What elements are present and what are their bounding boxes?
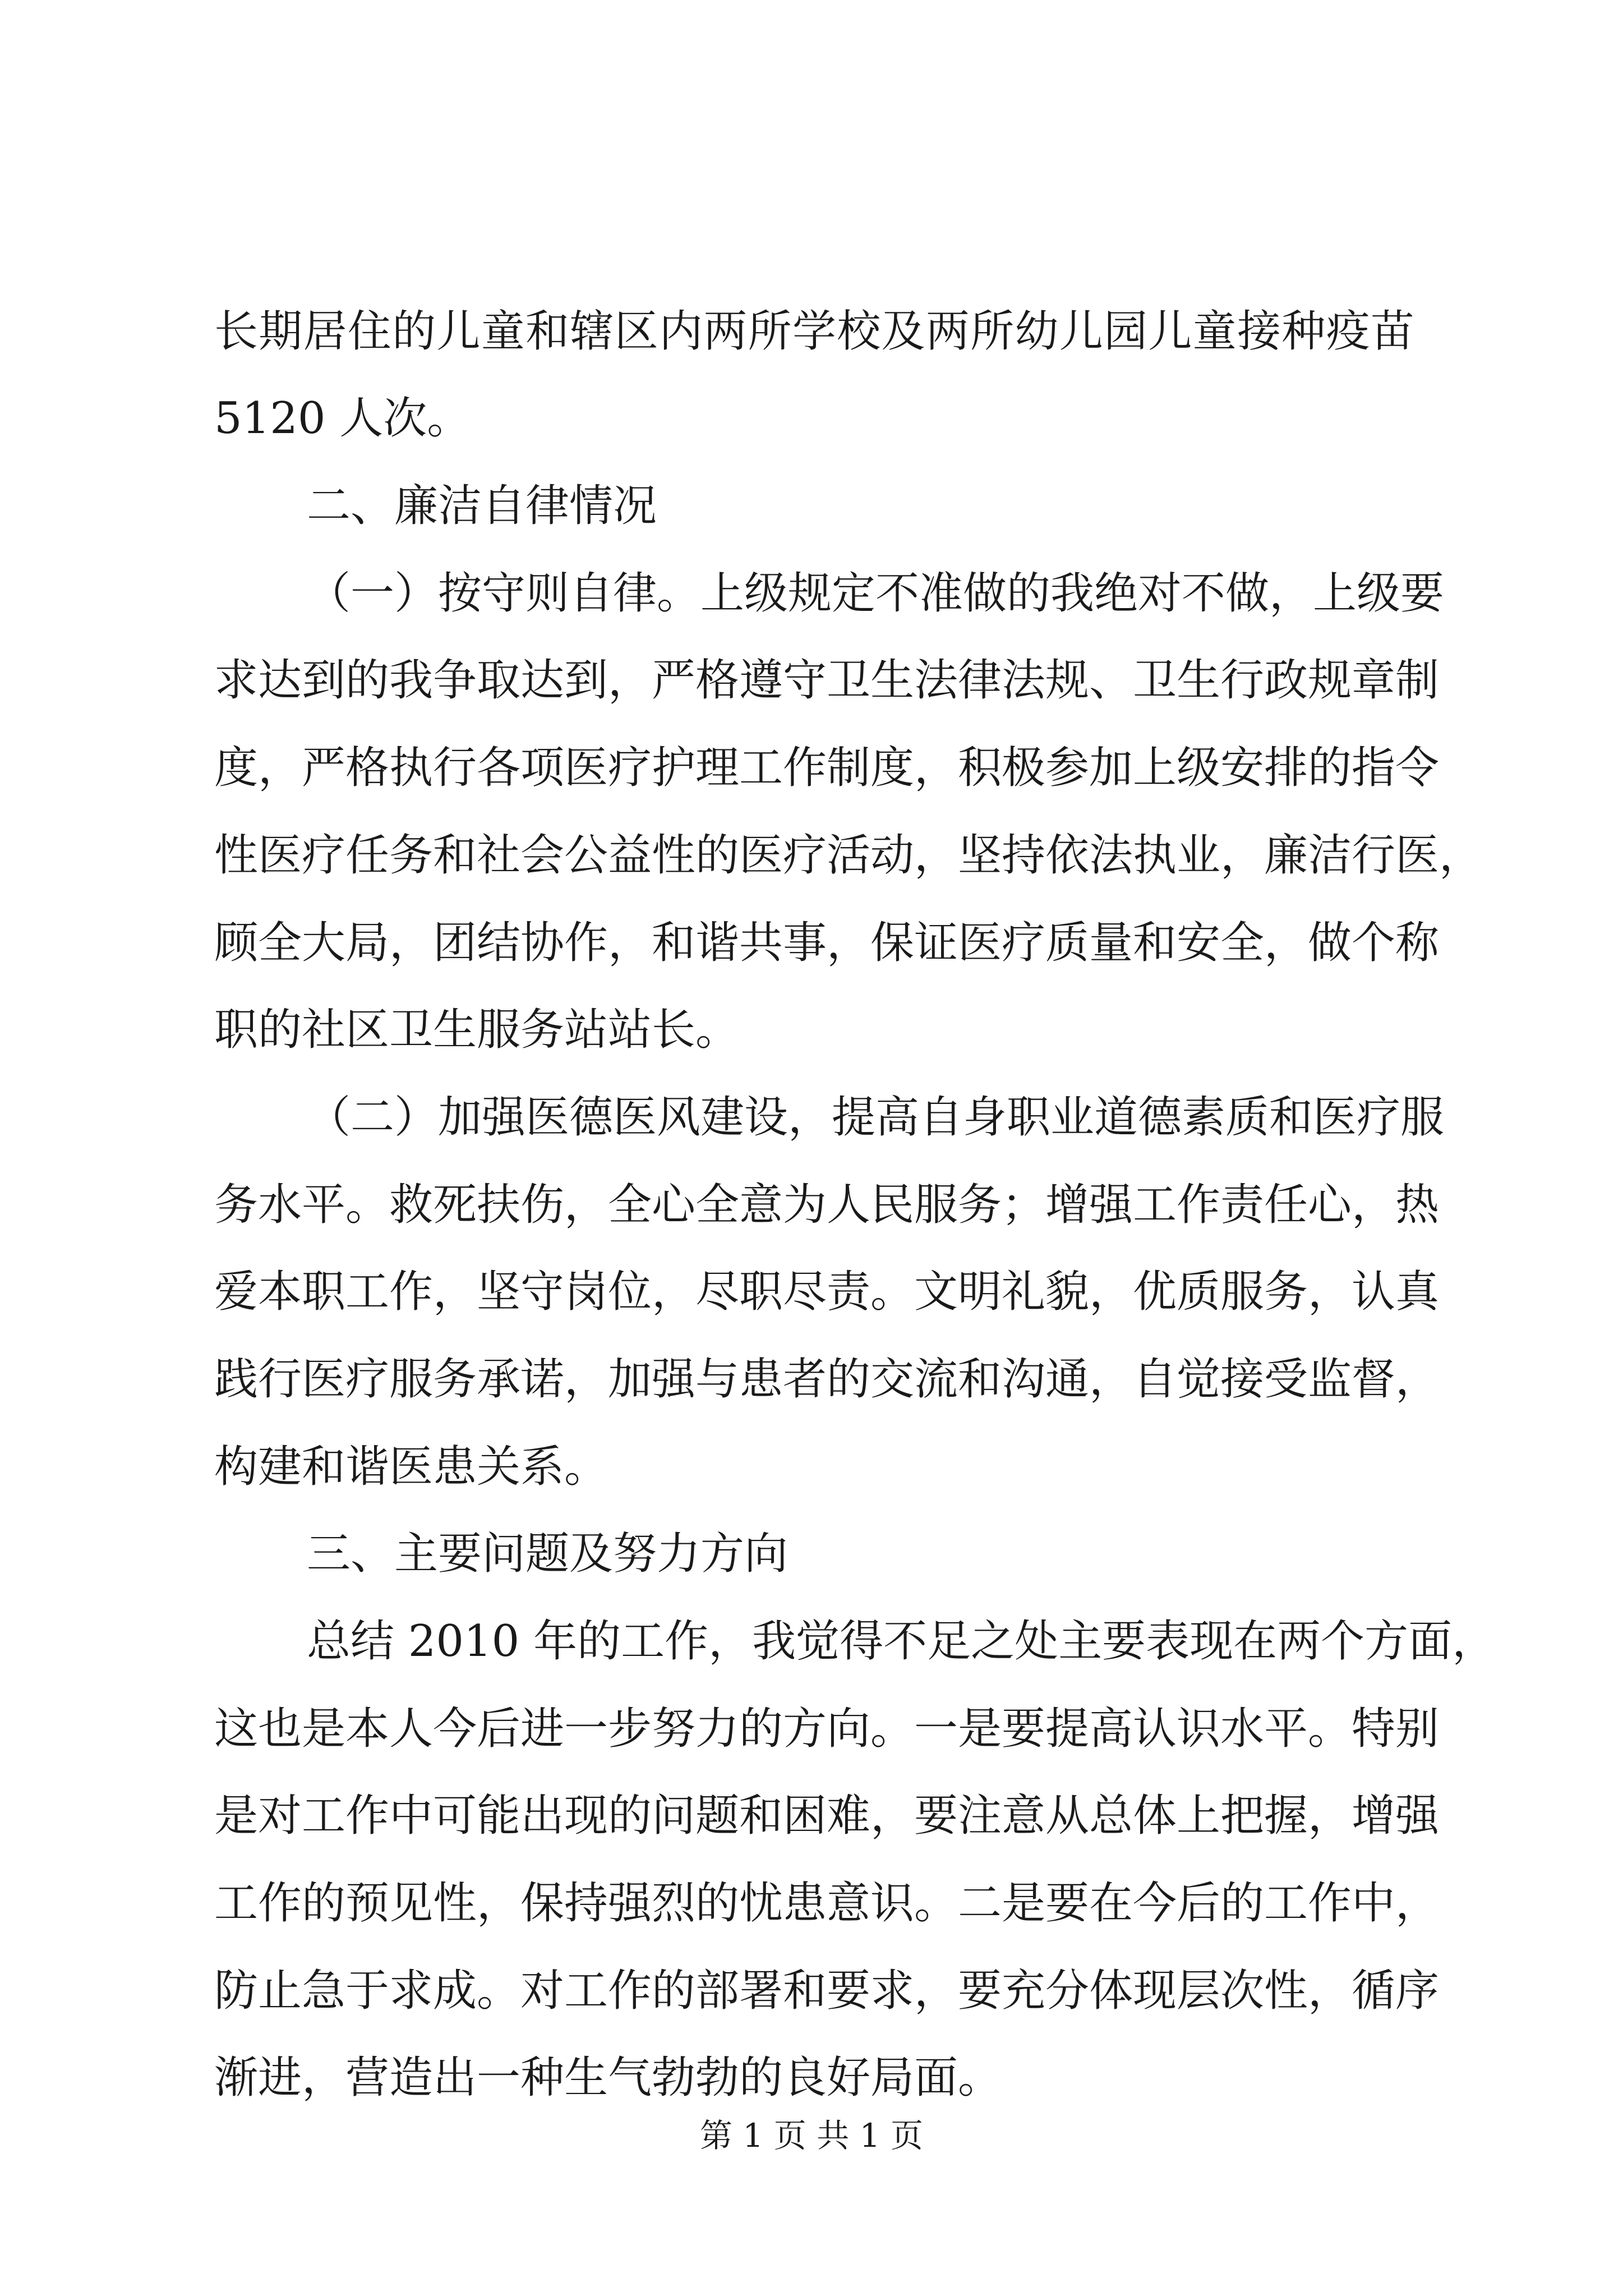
text-line: 顾全大局，团结协作，和谐共事，保证医疗质量和安全，做个称 [214,918,1440,968]
text-line: 5120 人次。 [214,393,471,444]
text-line: （一）按守则自律。上级规定不准做的我绝对不做，上级要 [307,568,1445,619]
text-line: 构建和谐医患关系。 [214,1442,608,1492]
text-line: 这也是本人今后进一步努力的方向。一是要提高认识水平。特别 [214,1704,1440,1754]
text-line: 爱本职工作，坚守岗位，尽职尽责。文明礼貌，优质服务，认真 [214,1267,1440,1317]
section-heading: 二、廉洁自律情况 [307,481,657,531]
text-line: 务水平。救死扶伤，全心全意为人民服务；增强工作责任心，热 [214,1180,1440,1230]
text-line: 工作的预见性，保持强烈的忧患意识。二是要在今后的工作中， [214,1878,1440,1929]
text-line: 性医疗任务和社会公益性的医疗活动，坚持依法执业，廉洁行医， [214,830,1483,881]
section-heading: 三、主要问题及努力方向 [307,1529,789,1579]
text-line: 总结 2010 年的工作，我觉得不足之处主要表现在两个方面， [307,1616,1496,1667]
text-line: 践行医疗服务承诺，加强与患者的交流和沟通，自觉接受监督， [214,1354,1440,1405]
text-line: 防止急于求成。对工作的部署和要求，要充分体现层次性，循序 [214,1966,1440,2016]
text-line: 求达到的我争取达到，严格遵守卫生法律法规、卫生行政规章制 [214,655,1440,706]
text-line: 渐进，营造出一种生气勃勃的良好局面。 [214,2053,1002,2103]
page-number-footer: 第 1 页 共 1 页 [700,2116,923,2155]
text-line: 长期居住的儿童和辖区内两所学校及两所幼儿园儿童接种疫苗 [214,306,1414,357]
text-line: 职的社区卫生服务站站长。 [214,1005,740,1055]
text-line: 度，严格执行各项医疗护理工作制度，积极参加上级安排的指令 [214,743,1440,793]
text-line: 是对工作中可能出现的问题和困难，要注意从总体上把握，增强 [214,1791,1440,1841]
text-line: （二）加强医德医风建设，提高自身职业道德素质和医疗服 [307,1092,1445,1143]
